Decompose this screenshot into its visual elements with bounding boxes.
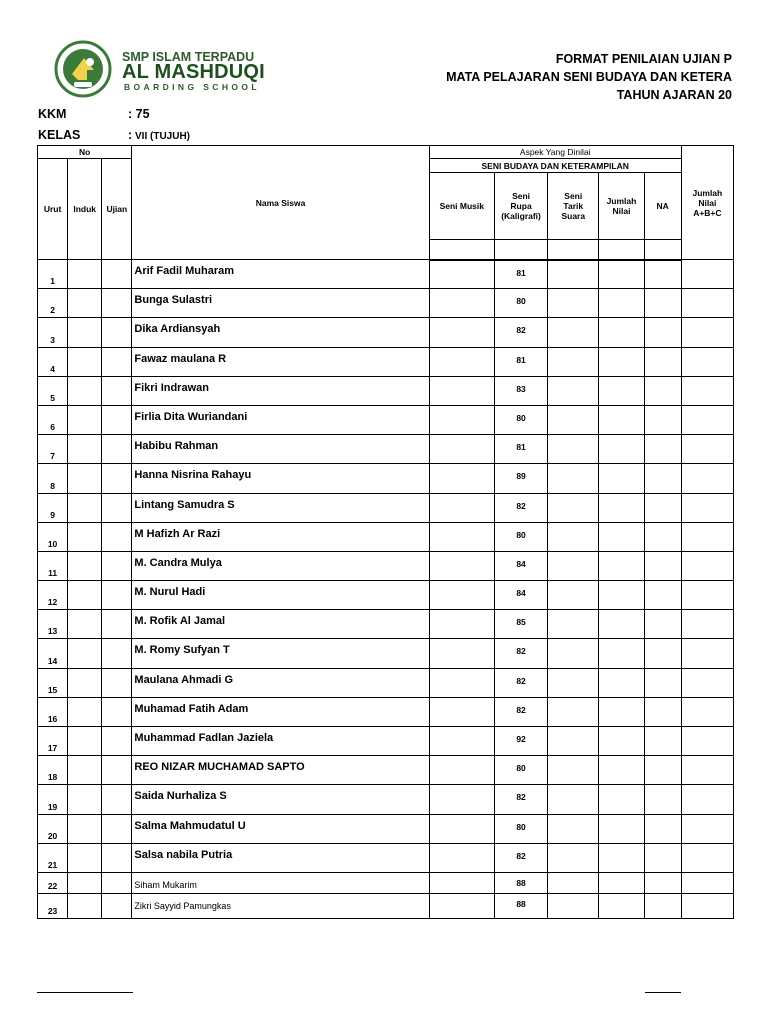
row-number: 12 [38,581,68,610]
aspek-header: Aspek Yang Dinilai [429,146,681,159]
induk-header: Induk [68,159,102,260]
jumlah-nilai-cell [599,522,644,551]
seni-tarik-cell [548,727,599,756]
row-number: 20 [38,814,68,843]
blank-header-cell [494,240,547,260]
induk-cell [68,318,102,347]
jumlah-nilai-cell [599,639,644,668]
table-row [38,872,734,893]
seni-rupa-score: 80 [494,289,547,318]
jumlah-total-cell [681,843,733,872]
school-logo [52,38,265,100]
ujian-cell [102,318,132,347]
induk-cell [68,872,102,893]
induk-cell [68,668,102,697]
school-name-line3: BOARDING SCHOOL [124,82,260,92]
seni-tarik-cell [548,522,599,551]
blank-header-cell [548,240,599,260]
table-row [38,893,734,918]
ujian-cell [102,581,132,610]
nama-siswa-header: Nama Siswa [132,146,429,260]
jumlah-total-cell [681,551,733,580]
seni-rupa-score: 84 [494,581,547,610]
ujian-cell [102,697,132,726]
na-cell [644,785,681,814]
seni-musik-cell [429,260,494,289]
seni-rupa-line3: (Kaligrafi) [501,211,541,221]
na-cell [644,756,681,785]
ujian-cell [102,376,132,405]
ujian-cell [102,551,132,580]
seni-musik-cell [429,843,494,872]
na-cell [644,639,681,668]
seni-tarik-cell [548,405,599,434]
student-name: Fawaz maulana R [132,347,429,376]
induk-cell [68,581,102,610]
jumlah-total-cell [681,376,733,405]
kelas-value: VII (TUJUH) [135,131,190,142]
seni-rupa-line2: Rupa [510,201,532,211]
seni-rupa-score: 85 [494,610,547,639]
table-row [38,843,734,872]
seni-tarik-cell [548,756,599,785]
jumlah-nilai-cell [599,668,644,697]
jumlah-nilai-cell [599,493,644,522]
table-row [38,522,734,551]
seni-rupa-score: 88 [494,893,547,918]
na-cell [644,260,681,289]
row-number: 2 [38,289,68,318]
table-row [38,756,734,785]
jumlah-total-cell [681,405,733,434]
seni-rupa-line1: Seni [512,191,531,201]
jumlah-total-cell [681,522,733,551]
kkm-label: KKM [38,107,67,121]
ujian-cell [102,843,132,872]
seni-musik-cell [429,697,494,726]
induk-cell [68,551,102,580]
induk-cell [68,522,102,551]
seni-tarik-cell [548,464,599,493]
seni-musik-cell [429,522,494,551]
na-cell [644,289,681,318]
table-row [38,697,734,726]
seni-musik-cell [429,639,494,668]
seni-rupa-score: 80 [494,814,547,843]
ujian-cell [102,493,132,522]
no-header: No [38,146,132,159]
seni-musik-cell [429,581,494,610]
seni-tarik-line2: Tarik [563,201,584,211]
document-year: TAHUN AJARAN 20 [616,88,732,102]
induk-cell [68,893,102,918]
jumlah-nilai-cell [599,814,644,843]
seni-musik-cell [429,435,494,464]
seni-musik-cell [429,872,494,893]
seni-rupa-score: 88 [494,872,547,893]
induk-cell [68,376,102,405]
jumlah-total-cell [681,260,733,289]
table-row [38,405,734,434]
seni-tarik-cell [548,435,599,464]
signature-line-right [645,992,681,993]
student-name: Habibu Rahman [132,435,429,464]
kkm-value: : 75 [128,107,150,121]
kelas-colon: : [128,128,133,142]
student-name: Dika Ardiansyah [132,318,429,347]
seni-musik-cell [429,893,494,918]
row-number: 6 [38,405,68,434]
ujian-cell [102,639,132,668]
jumlah-total-cell [681,756,733,785]
document-subtitle: MATA PELAJARAN SENI BUDAYA DAN KETERA [446,70,732,84]
na-cell [644,551,681,580]
na-cell [644,893,681,918]
seni-rupa-score: 81 [494,347,547,376]
ujian-cell [102,347,132,376]
jumlah-total-cell [681,581,733,610]
na-cell [644,493,681,522]
jumlah-total-cell [681,493,733,522]
student-name: Lintang Samudra S [132,493,429,522]
blank-header-cell [644,240,681,260]
jumlah-total-cell [681,289,733,318]
seni-tarik-cell [548,697,599,726]
row-number: 9 [38,493,68,522]
jumlah-nilai-cell [599,872,644,893]
na-cell [644,464,681,493]
na-cell [644,727,681,756]
blank-header-cell [429,240,494,260]
table-row [38,610,734,639]
seni-rupa-score: 81 [494,260,547,289]
student-name: M. Rofik Al Jamal [132,610,429,639]
seni-musik-cell [429,785,494,814]
seni-rupa-header [494,173,547,240]
seni-tarik-cell [548,289,599,318]
seni-musik-cell [429,405,494,434]
urut-header: Urut [38,159,68,260]
row-number: 10 [38,522,68,551]
seni-musik-cell [429,493,494,522]
seni-rupa-score: 80 [494,756,547,785]
row-number: 16 [38,697,68,726]
seni-musik-cell [429,289,494,318]
row-number: 14 [38,639,68,668]
na-cell [644,581,681,610]
kelas-label: KELAS [38,128,81,142]
student-name: Bunga Sulastri [132,289,429,318]
seni-musik-cell [429,376,494,405]
school-emblem-icon [54,40,112,98]
na-cell [644,872,681,893]
induk-cell [68,843,102,872]
ujian-cell [102,756,132,785]
ujian-cell [102,435,132,464]
jumlah-nilai-cell [599,435,644,464]
seni-rupa-score: 80 [494,405,547,434]
ujian-cell [102,405,132,434]
seni-musik-cell [429,610,494,639]
seni-tarik-cell [548,893,599,918]
ujian-cell [102,814,132,843]
seni-rupa-score: 92 [494,727,547,756]
induk-cell [68,756,102,785]
table-row [38,581,734,610]
jumlah-total-cell [681,464,733,493]
seni-musik-cell [429,814,494,843]
student-name: Muhamad Fatih Adam [132,697,429,726]
seni-tarik-line3: Suara [561,211,586,221]
seni-rupa-score: 83 [494,376,547,405]
ujian-cell [102,289,132,318]
row-number: 13 [38,610,68,639]
seni-rupa-score: 82 [494,697,547,726]
row-number: 18 [38,756,68,785]
subject-header: SENI BUDAYA DAN KETERAMPILAN [429,159,681,173]
jumlah-total-cell [681,639,733,668]
ujian-cell [102,464,132,493]
na-cell [644,814,681,843]
seni-tarik-cell [548,347,599,376]
student-name: Saida Nurhaliza S [132,785,429,814]
jumlah-nilai-cell [599,405,644,434]
row-number: 5 [38,376,68,405]
jumlah-nilai-cell [599,376,644,405]
jumlah-nilai-cell [599,610,644,639]
seni-rupa-score: 82 [494,493,547,522]
seni-rupa-score: 84 [494,551,547,580]
seni-musik-cell [429,727,494,756]
seni-rupa-score: 82 [494,843,547,872]
jumlah-nilai-header [599,173,644,240]
induk-cell [68,493,102,522]
jumlah-total-cell [681,435,733,464]
na-cell [644,435,681,464]
jumlah-total-cell [681,668,733,697]
jumlah-total-cell [681,318,733,347]
jumlah-total-line1: Jumlah [692,187,723,198]
seni-rupa-score: 80 [494,522,547,551]
seni-rupa-score: 82 [494,668,547,697]
na-cell [644,405,681,434]
seni-tarik-header [548,173,599,240]
table-row [38,376,734,405]
document-title: FORMAT PENILAIAN UJIAN P [555,52,732,66]
jumlah-nilai-cell [599,697,644,726]
na-cell [644,843,681,872]
row-number: 7 [38,435,68,464]
blank-header-cell [599,240,644,260]
seni-musik-cell [429,756,494,785]
induk-cell [68,785,102,814]
student-name: REO NIZAR MUCHAMAD SAPTO [132,756,429,785]
seni-musik-header: Seni Musik [429,173,494,240]
student-name: Salma Mahmudatul U [132,814,429,843]
induk-cell [68,610,102,639]
na-cell [644,697,681,726]
jumlah-total-line2: Nilai [698,197,717,208]
jumlah-nilai-line1: Jumlah [606,196,637,206]
induk-cell [68,260,102,289]
student-name: Salsa nabila Putria [132,843,429,872]
jumlah-nilai-cell [599,581,644,610]
school-name-line1: SMP ISLAM TERPADU [122,50,255,64]
student-name: Fikri Indrawan [132,376,429,405]
jumlah-total-cell [681,347,733,376]
jumlah-total-cell [681,697,733,726]
student-name: Siham Mukarim [132,872,429,893]
table-row [38,435,734,464]
na-cell [644,668,681,697]
jumlah-nilai-cell [599,318,644,347]
na-cell [644,522,681,551]
ujian-cell [102,522,132,551]
seni-rupa-score: 81 [494,435,547,464]
student-name: M. Nurul Hadi [132,581,429,610]
school-name-line2: AL MASHDUQI [122,61,265,83]
student-name: Firlia Dita Wuriandani [132,405,429,434]
induk-cell [68,289,102,318]
jumlah-nilai-cell [599,260,644,289]
table-row [38,289,734,318]
jumlah-total-cell [681,814,733,843]
jumlah-nilai-cell [599,785,644,814]
induk-cell [68,464,102,493]
seni-tarik-cell [548,610,599,639]
student-name: M. Romy Sufyan T [132,639,429,668]
seni-rupa-score: 89 [494,464,547,493]
student-name: M. Candra Mulya [132,551,429,580]
ujian-cell [102,785,132,814]
ujian-cell [102,668,132,697]
row-number: 17 [38,727,68,756]
row-number: 22 [38,872,68,893]
student-name: Muhammad Fadlan Jaziela [132,727,429,756]
seni-tarik-cell [548,551,599,580]
seni-musik-cell [429,551,494,580]
ujian-cell [102,872,132,893]
jumlah-total-cell [681,872,733,893]
seni-musik-cell [429,347,494,376]
table-row [38,727,734,756]
table-row [38,464,734,493]
seni-tarik-cell [548,843,599,872]
ujian-header: Ujian [102,159,132,260]
seni-tarik-cell [548,668,599,697]
induk-cell [68,405,102,434]
jumlah-nilai-cell [599,347,644,376]
jumlah-nilai-cell [599,893,644,918]
student-name: M Hafizh Ar Razi [132,522,429,551]
table-row [38,785,734,814]
seni-tarik-cell [548,318,599,347]
ujian-cell [102,727,132,756]
seni-rupa-score: 82 [494,785,547,814]
seni-musik-cell [429,668,494,697]
jumlah-total-cell [681,785,733,814]
ujian-cell [102,610,132,639]
grading-table [37,145,734,919]
row-number: 19 [38,785,68,814]
jumlah-nilai-cell [599,727,644,756]
seni-musik-cell [429,464,494,493]
seni-tarik-cell [548,581,599,610]
row-number: 8 [38,464,68,493]
seni-rupa-score: 82 [494,318,547,347]
seni-tarik-cell [548,376,599,405]
seni-tarik-cell [548,493,599,522]
table-row [38,814,734,843]
ujian-cell [102,260,132,289]
table-row [38,493,734,522]
jumlah-nilai-cell [599,551,644,580]
seni-tarik-cell [548,872,599,893]
seni-tarik-cell [548,785,599,814]
induk-cell [68,814,102,843]
jumlah-total-cell [681,610,733,639]
na-cell [644,318,681,347]
na-cell [644,610,681,639]
ujian-cell [102,893,132,918]
row-number: 15 [38,668,68,697]
jumlah-nilai-cell [599,843,644,872]
jumlah-total-line3: A+B+C [693,207,722,218]
jumlah-nilai-line2: Nilai [612,206,631,216]
student-name: Hanna Nisrina Rahayu [132,464,429,493]
table-row [38,551,734,580]
seni-tarik-line1: Seni [564,191,583,201]
table-row [38,639,734,668]
row-number: 1 [38,260,68,289]
induk-cell [68,435,102,464]
student-name: Maulana Ahmadi G [132,668,429,697]
table-row [38,668,734,697]
table-row [38,318,734,347]
student-name: Zikri Sayyid Pamungkas [132,893,429,918]
jumlah-nilai-cell [599,464,644,493]
row-number: 23 [38,893,68,918]
seni-musik-cell [429,318,494,347]
jumlah-nilai-cell [599,289,644,318]
induk-cell [68,347,102,376]
jumlah-total-cell [681,727,733,756]
na-header: NA [644,173,681,240]
na-cell [644,347,681,376]
row-number: 3 [38,318,68,347]
row-number: 11 [38,551,68,580]
row-number: 21 [38,843,68,872]
seni-tarik-cell [548,260,599,289]
row-number: 4 [38,347,68,376]
jumlah-nilai-cell [599,756,644,785]
seni-tarik-cell [548,814,599,843]
induk-cell [68,727,102,756]
seni-rupa-score: 82 [494,639,547,668]
table-row [38,347,734,376]
na-cell [644,376,681,405]
table-row [38,260,734,289]
seni-tarik-cell [548,639,599,668]
jumlah-total-cell [681,893,733,918]
induk-cell [68,697,102,726]
induk-cell [68,639,102,668]
student-name: Arif Fadil Muharam [132,260,429,289]
jumlah-total-header [681,146,733,260]
signature-line-left [37,992,133,993]
